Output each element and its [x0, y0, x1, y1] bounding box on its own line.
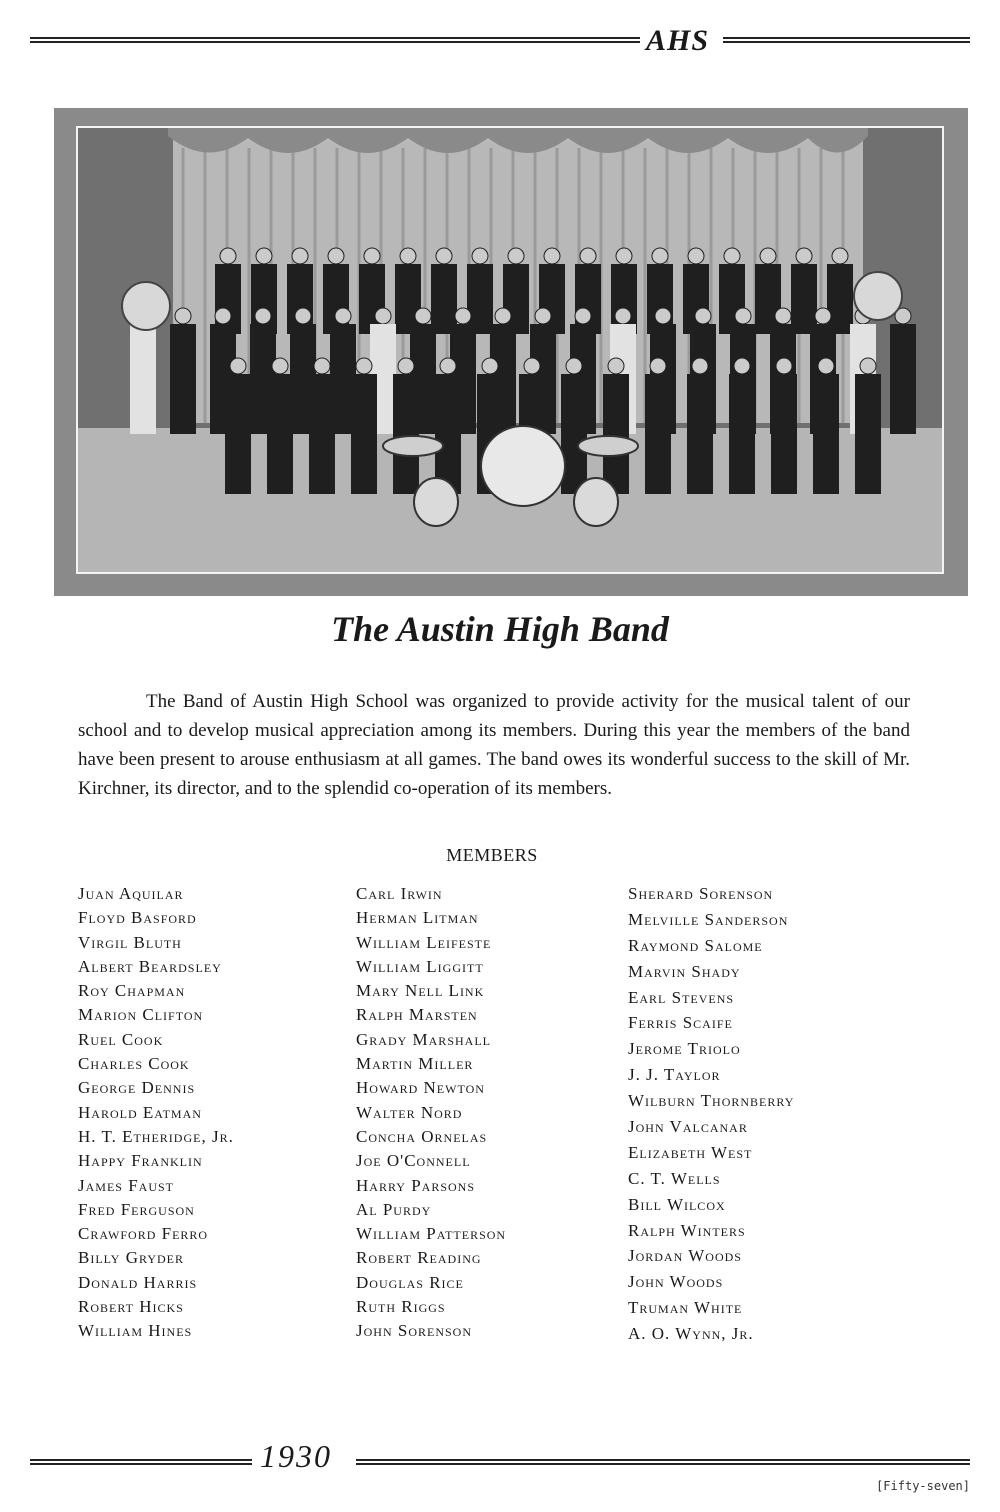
- page-title: The Austin High Band: [331, 609, 669, 649]
- member-name: Mary Nell Link: [356, 981, 485, 1001]
- member-name: William Patterson: [356, 1224, 507, 1244]
- member-name: Ralph Winters: [628, 1220, 746, 1240]
- member-name: Wilburn Thornberry: [628, 1091, 795, 1111]
- member-name: Juan Aquilar: [78, 884, 184, 903]
- member-name: Floyd Basford: [78, 908, 197, 928]
- band-photo-frame: [54, 108, 968, 596]
- member-name: Sherard Sorenson: [628, 884, 774, 903]
- band-photo-illustration: [78, 128, 942, 572]
- member-name: Raymond Salome: [628, 935, 763, 955]
- member-name: George Dennis: [78, 1078, 196, 1098]
- member-name: Douglas Rice: [356, 1272, 464, 1292]
- member-name: Grady Marshall: [356, 1029, 491, 1049]
- footer-rule: [30, 1438, 970, 1474]
- running-header-title: AHS: [646, 24, 710, 57]
- member-name: J. J. Taylor: [628, 1065, 721, 1085]
- member-name: William Hines: [78, 1321, 193, 1341]
- member-name: Al Purdy: [356, 1199, 432, 1219]
- member-name: Robert Reading: [356, 1248, 482, 1268]
- yearbook-year: 1930: [260, 1438, 332, 1474]
- member-name: Elizabeth West: [628, 1142, 753, 1162]
- member-name: Donald Harris: [78, 1272, 198, 1292]
- member-name: Ruth Riggs: [356, 1297, 446, 1317]
- member-name: C. T. Wells: [628, 1168, 721, 1188]
- header-double-rule-right: [723, 37, 970, 43]
- band-photo: [76, 126, 944, 574]
- member-name: Happy Franklin: [78, 1151, 203, 1171]
- member-name: John Valcanar: [628, 1117, 748, 1137]
- member-name: Fred Ferguson: [78, 1199, 195, 1219]
- member-name: Walter Nord: [356, 1102, 463, 1122]
- member-name: Jerome Triolo: [628, 1039, 741, 1059]
- member-name: Bill Wilcox: [628, 1194, 726, 1214]
- member-name: Marvin Shady: [628, 961, 741, 981]
- members-heading: MEMBERS: [446, 845, 538, 865]
- member-name: Robert Hicks: [78, 1297, 184, 1317]
- band-description: The Band of Austin High School was organized to provide activity for the musical talent of our school and to develop musical appreciation among its members. During this year the members of the band have been present to arouse enthusiasm at all games. The band owes its wonderful success to the skill of Mr. Kirchner, its director, and to the splendid co-operation of its members.: [78, 691, 910, 799]
- member-name: Harold Eatman: [78, 1102, 202, 1122]
- member-name: H. T. Etheridge, Jr.: [78, 1126, 234, 1146]
- member-name: Howard Newton: [356, 1078, 485, 1098]
- member-name: Harry Parsons: [356, 1175, 476, 1195]
- member-name: Charles Cook: [78, 1054, 190, 1074]
- members-column-3: [628, 882, 794, 1348]
- member-name: Martin Miller: [356, 1054, 474, 1074]
- member-name: Concha Ornelas: [356, 1126, 488, 1146]
- member-name: A. O. Wynn, Jr.: [628, 1324, 754, 1344]
- member-name: Ruel Cook: [78, 1029, 164, 1049]
- page-number: [Fifty-seven]: [876, 1479, 970, 1493]
- members-column-1: [78, 882, 234, 1344]
- member-name: Roy Chapman: [78, 981, 186, 1001]
- member-name: Jordan Woods: [628, 1246, 742, 1266]
- member-name: Virgil Bluth: [78, 932, 182, 952]
- member-name: John Woods: [628, 1272, 724, 1292]
- member-name: Billy Gryder: [78, 1248, 184, 1268]
- member-name: Crawford Ferro: [78, 1224, 209, 1244]
- member-name: Earl Stevens: [628, 987, 735, 1007]
- member-name: Ralph Marsten: [356, 1005, 478, 1025]
- header-rule: [30, 24, 970, 57]
- member-name: William Leifeste: [356, 932, 492, 952]
- member-name: Marion Clifton: [78, 1005, 204, 1025]
- member-name: Melville Sanderson: [628, 909, 789, 929]
- member-name: William Liggitt: [356, 956, 484, 976]
- member-name: Truman White: [628, 1298, 743, 1318]
- member-name: Albert Beardsley: [78, 956, 222, 976]
- member-name: Joe O'Connell: [356, 1151, 471, 1171]
- member-name: John Sorenson: [356, 1321, 472, 1341]
- footer-double-rule-right: [356, 1459, 970, 1465]
- member-name: Carl Irwin: [356, 884, 443, 903]
- members-column-2: [356, 882, 506, 1344]
- footer-double-rule-left: [30, 1459, 252, 1465]
- header-double-rule-left: [30, 37, 640, 43]
- member-name: James Faust: [78, 1175, 174, 1195]
- member-name: Herman Litman: [356, 908, 479, 928]
- member-name: Ferris Scaife: [628, 1013, 733, 1033]
